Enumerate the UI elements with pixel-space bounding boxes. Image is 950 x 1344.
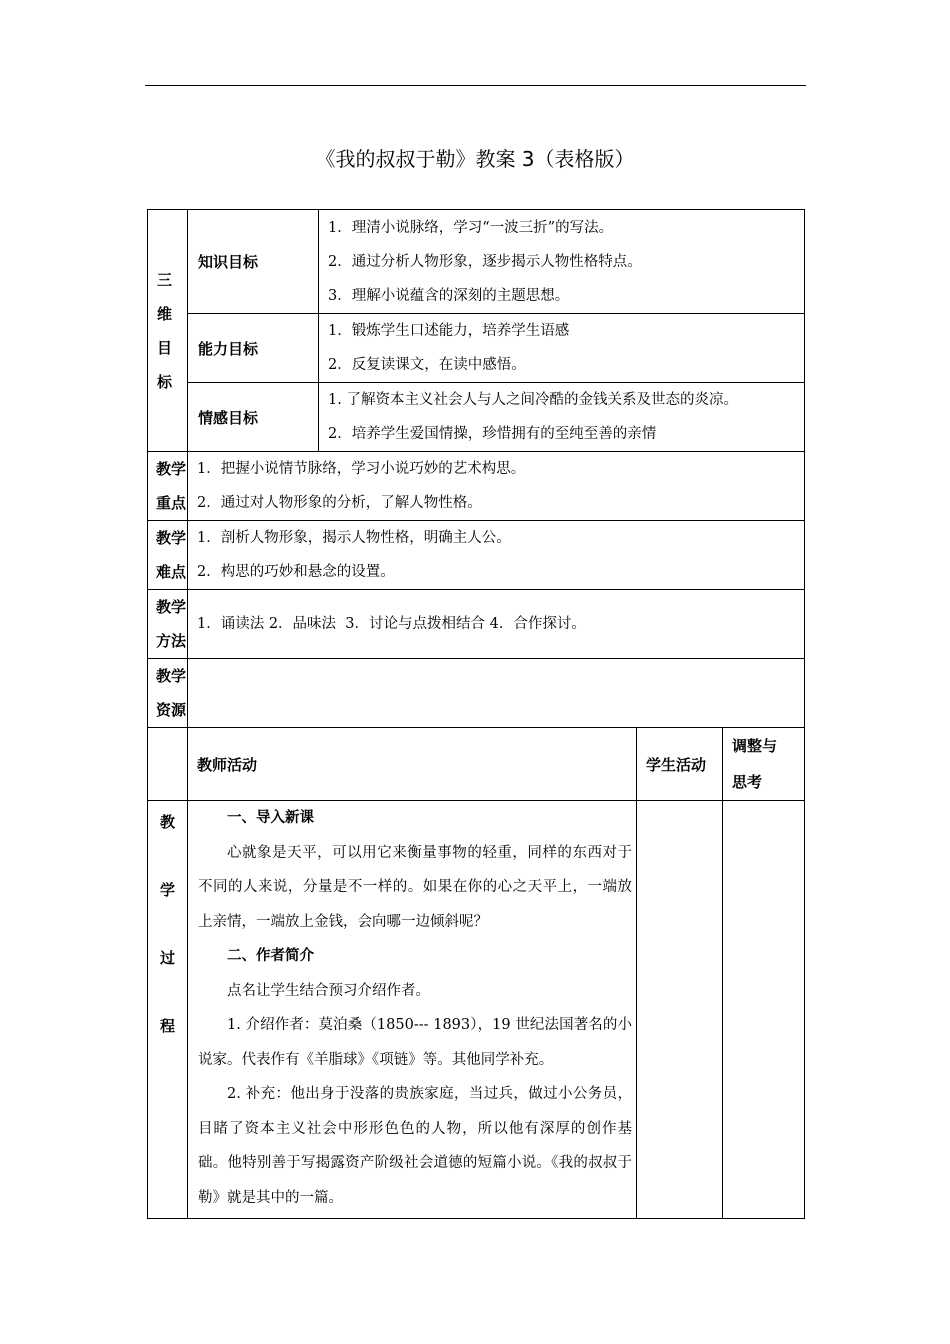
label-line: 教学 (156, 667, 187, 685)
objectives-label-char: 标 (157, 372, 173, 391)
ability-items (319, 314, 805, 383)
process-row (148, 801, 805, 1219)
label-char: 过 (159, 949, 175, 967)
methods-row (148, 590, 805, 659)
process-label (148, 801, 188, 1219)
list-item: 1．剖析人物形象，揭示人物性格，明确主人公。 (197, 530, 511, 546)
key-points-row (148, 452, 805, 521)
activity-header-row (148, 728, 805, 801)
list-item: 2．培养学生爱国情操，珍惜拥有的至纯至善的亲情 (328, 426, 657, 442)
teacher-activity-header: 教师活动 (188, 728, 637, 801)
key-points-items (188, 452, 805, 521)
list-item: 1．锻炼学生口述能力，培养学生语感 (328, 323, 570, 339)
emotion-items (319, 383, 805, 452)
methods-line: 1．诵读法 2．品味法 3．讨论与点拨相结合 4．合作探讨。 (197, 616, 586, 632)
key-points-label (148, 452, 188, 521)
list-item: 3．理解小说蕴含的深刻的主题思想。 (328, 287, 570, 304)
lesson-plan-table (147, 209, 805, 1219)
label-char: 教 (159, 813, 175, 831)
label-line: 方法 (156, 632, 187, 650)
paragraph: 点名让学生结合预习介绍作者。 (227, 982, 430, 999)
list-item: 1. 了解资本主义社会人与人之间冷酷的金钱关系及世态的炎凉。 (328, 392, 738, 408)
label-line: 调整与 (732, 737, 778, 755)
difficulties-items (188, 521, 805, 590)
list-item: 2．通过对人物形象的分析，了解人物性格。 (197, 495, 482, 511)
adjust-content (723, 801, 805, 1219)
list-item: 2．通过分析人物形象，逐步揭示人物性格特点。 (328, 253, 642, 270)
paragraph: 心就象是天平，可以用它来衡量事物的轻重，同样的东西对于不同的人来说，分量是不一样的。如果在你的心之天平上，一端放上亲情，一端放上金钱，会向哪一边倾斜呢？ (198, 844, 633, 930)
knowledge-row (148, 210, 805, 314)
methods-text (188, 590, 805, 659)
list-item: 2．反复读课文，在读中感悟。 (328, 357, 526, 373)
student-activity-content (637, 801, 723, 1219)
difficulties-row (148, 521, 805, 590)
label-char: 程 (159, 1017, 175, 1035)
list-item: 2．构思的巧妙和悬念的设置。 (197, 564, 395, 580)
objectives-label (148, 210, 188, 452)
teacher-activity-content (188, 801, 637, 1219)
resources-row (148, 659, 805, 728)
emotion-label: 情感目标 (188, 383, 319, 452)
resources-text (188, 659, 805, 728)
label-line: 难点 (156, 563, 187, 581)
label-line: 教学 (156, 529, 187, 547)
label-line: 思考 (732, 773, 763, 791)
emotion-row (148, 383, 805, 452)
paragraph: 1. 介绍作者：莫泊桑（1850--- 1893），19 世纪法国著名的小说家。代表作有《羊脂球》《项链》等。其他同学补充。 (198, 1017, 633, 1068)
objectives-label-char: 维 (157, 304, 173, 323)
adjust-header (723, 728, 805, 801)
document-title: 《我的叔叔于勒》教案 3（表格版） (315, 147, 635, 171)
paragraph: 2. 补充：他出身于没落的贵族家庭，当过兵，做过小公务员，目睹了资本主义社会中形形色色的人物，所以他有深厚的创作基础。他特别善于写揭露资产阶级社会道德的短篇小说。《我的叔叔于勒》就是其中的一篇。 (198, 1086, 633, 1206)
label-line: 重点 (156, 494, 187, 512)
methods-label (148, 590, 188, 659)
header-blank-cell (148, 728, 188, 801)
objectives-label-char: 三 (157, 270, 173, 289)
label-char: 学 (159, 881, 175, 899)
knowledge-items (319, 210, 805, 314)
label-line: 资源 (156, 701, 187, 719)
knowledge-label: 知识目标 (188, 210, 319, 314)
objectives-label-char: 目 (157, 338, 173, 357)
student-activity-header: 学生活动 (637, 728, 723, 801)
difficulties-label (148, 521, 188, 590)
section-heading: 二、作者简介 (227, 948, 314, 964)
ability-row (148, 314, 805, 383)
list-item: 1．把握小说情节脉络，学习小说巧妙的艺术构思。 (197, 461, 526, 477)
resources-label (148, 659, 188, 728)
section-heading: 一、导入新课 (227, 810, 314, 826)
label-line: 教学 (156, 460, 187, 478)
header-rule (145, 85, 806, 86)
list-item: 1．理清小说脉络，学习“一波三折”的写法。 (328, 219, 614, 236)
ability-label: 能力目标 (188, 314, 319, 383)
label-line: 教学 (156, 598, 187, 616)
